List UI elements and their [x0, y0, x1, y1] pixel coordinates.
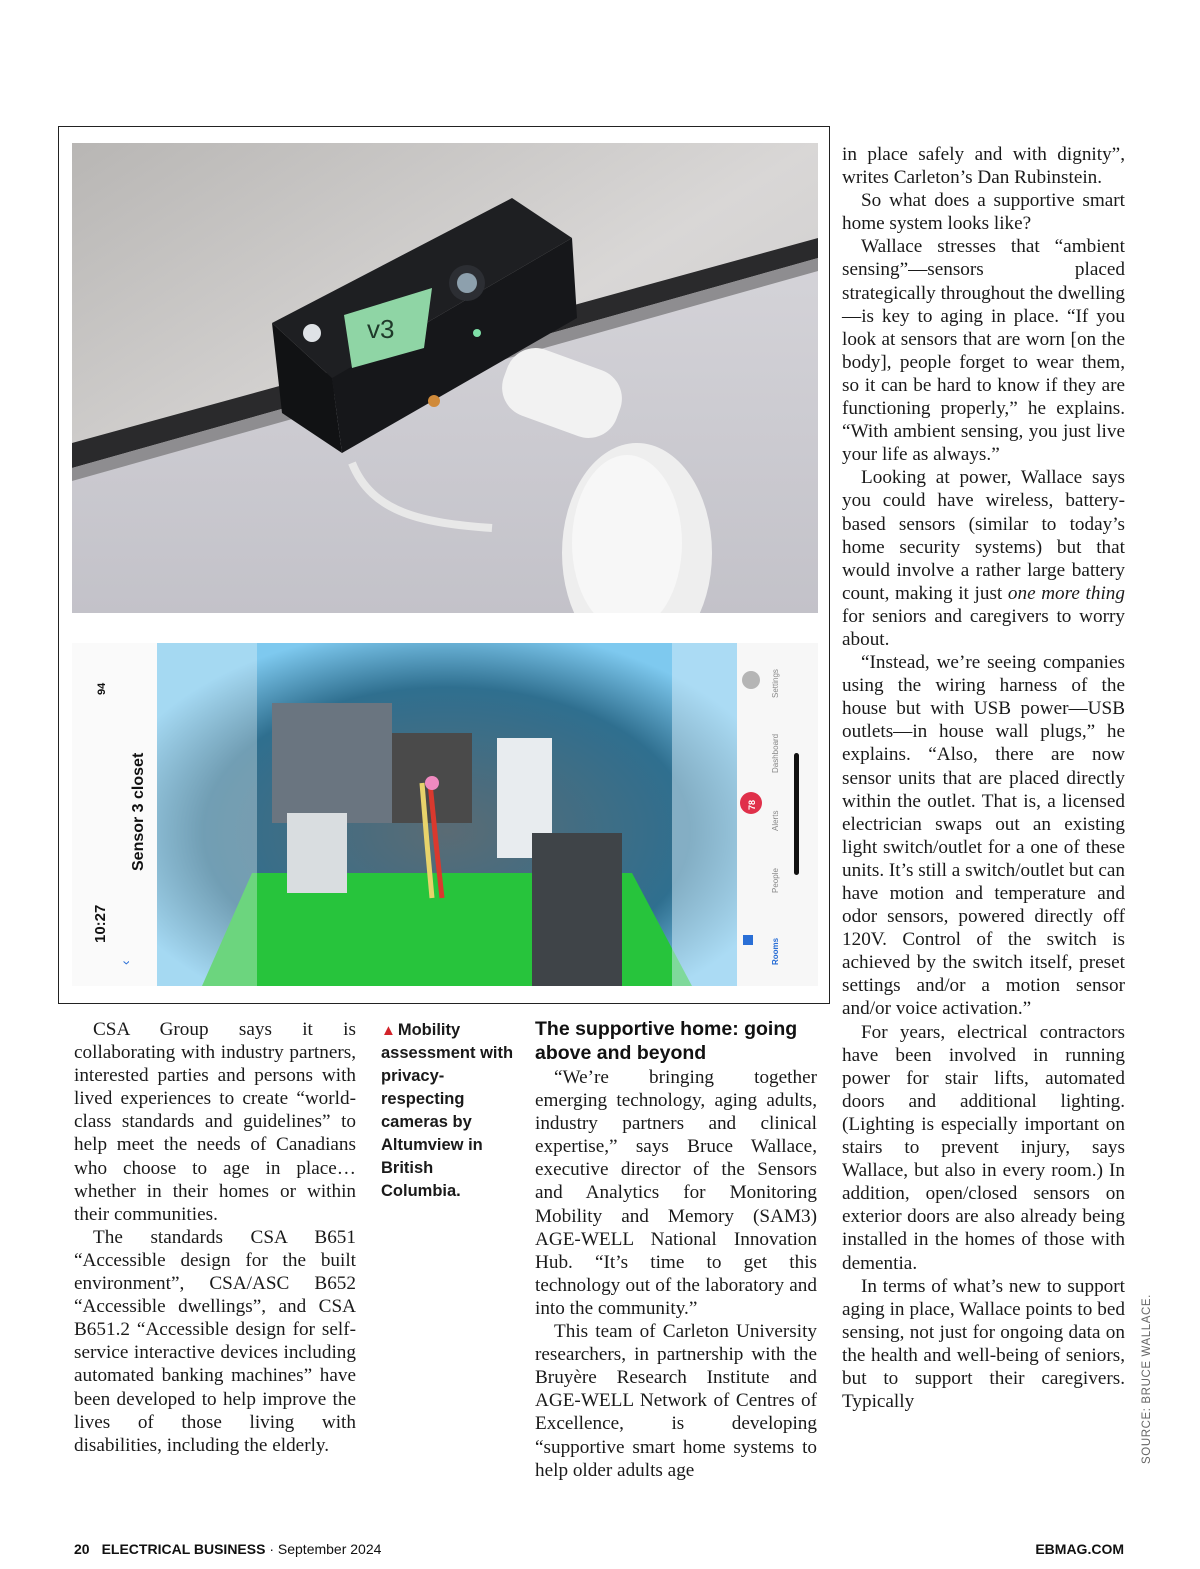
camera-tag: v3	[367, 314, 395, 344]
paragraph: Wallace stresses that “ambient sensing”—sensors placed strategically throughout the dwelling—is key to aging in place. “If you look at sensors that are worn [on the body], people forget to wear them, so it can be hard to know if they are functioning properly,” he explains. “With ambient sensing, you just live your life as always.”	[842, 236, 1125, 466]
tab-rooms[interactable]: Rooms	[771, 937, 780, 965]
tab-settings[interactable]: Settings	[771, 669, 780, 698]
page-number: 20	[74, 1541, 90, 1557]
tab-people[interactable]: People	[771, 868, 780, 893]
issue-date: · September 2024	[265, 1541, 382, 1557]
paragraph	[842, 466, 1125, 651]
paragraph-text: Looking at power, Wallace says you could have wireless, battery-based sensors (similar to today’s home security systems) but that would involve a rather large battery count, making it just	[842, 467, 1125, 604]
alert-count-badge: 78	[747, 799, 757, 810]
camera-photo-art	[72, 143, 818, 613]
emphasis-text: one more thing	[1007, 582, 1125, 604]
paragraph: For years, electrical contractors have been involved in running power for stair lifts, automated doors and additional lighting. (Lighting is especially important on stairs to prevent injury, says Wallace, but also in every room.) In addition, open/closed sensors on exterior doors are also already being installed in the homes of those with dementia.	[842, 1021, 1125, 1274]
tab-alerts[interactable]: Alerts	[771, 810, 780, 831]
magazine-name: ELECTRICAL BUSINESS	[101, 1541, 266, 1557]
paragraph: “Instead, we’re seeing companies using the wiring harness of the house but with USB power—USB outlets—in house wall plugs,” he explains. “Also, there are now sensor units that are placed directly within the outlet. That is, a licensed electrician swaps out an existing light switch/outlet for a one of these units. It’s still a switch/outlet but can have motion and temperature and odor sensors, powered directly off 120V. Control of the switch is achieved by the switch itself, preset settings and/or a motion sensor and/or voice activation.”	[842, 652, 1125, 1020]
paragraph: This team of Carleton University researchers, in partnership with the Bruyère Research Institute and AGE-WELL Network of Centres of Excellence, is developing “supportive smart home systems to help older adults age	[535, 1321, 817, 1481]
sensor-label: Sensor 3 closet	[130, 752, 147, 871]
camera-photo	[72, 143, 818, 613]
paragraph: “We’re bringing together emerging technology, aging adults, industry partners and clinical expertise,” says Bruce Wallace, executive director of the Sensors and Analytics for Monitoring Mobility and Memory (SAM3) AGE-WELL National Innovation Hub. “It’s time to get this technology out of the laboratory and into the community.”	[535, 1067, 817, 1319]
paragraph-text: for seniors and caregivers to worry about.	[842, 605, 1125, 650]
article-column-1	[74, 1018, 356, 1457]
paragraph: in place safely and with dignity”, writes Carleton’s Dan Rubinstein.	[842, 144, 1125, 189]
caption-marker-icon: ▲	[381, 1022, 396, 1039]
article-column-3	[535, 1018, 817, 1482]
phone-screenshot	[72, 643, 818, 986]
phone-time: 10:27	[92, 904, 109, 943]
footer-left	[74, 1541, 381, 1557]
phone-screenshot-art	[72, 643, 818, 986]
article-column-4	[842, 143, 1125, 1413]
figure-caption	[381, 1019, 516, 1203]
paragraph: The standards CSA B651 “Accessible design for the built environment”, CSA/ASC B652 “Accessible dwellings”, and CSA B651.2 “Accessible design for self-service interactive devices including automated banking machines” have been developed to help improve the lives of those living with disabilities, including the elderly.	[74, 1226, 356, 1456]
tab-dashboard[interactable]: Dashboard	[771, 733, 780, 773]
source-credit: SOURCE: BRUCE WALLACE.	[1141, 1294, 1153, 1464]
paragraph: So what does a supportive smart home system looks like?	[842, 190, 1125, 235]
section-subhead: The supportive home: going above and beyond	[535, 1018, 798, 1064]
battery-level: 94	[96, 682, 108, 695]
paragraph: In terms of what’s new to support aging in place, Wallace points to bed sensing, not just for ongoing data on the health and well-being of seniors, but to support their caregivers. Typically	[842, 1275, 1125, 1413]
back-chevron-icon[interactable]: ‹	[117, 960, 133, 965]
paragraph: CSA Group says it is collaborating with industry partners, interested parties and persons with lived experiences to create “world-class standards and guidelines” to help meet the needs of Canadians who choose to age in place… whether in their homes or within their communities.	[74, 1019, 356, 1225]
website-link[interactable]: EBMAG.COM	[1035, 1541, 1124, 1557]
caption-text: Mobility assessment with privacy-respecting cameras by Altumview in British Columbia.	[381, 1021, 514, 1200]
